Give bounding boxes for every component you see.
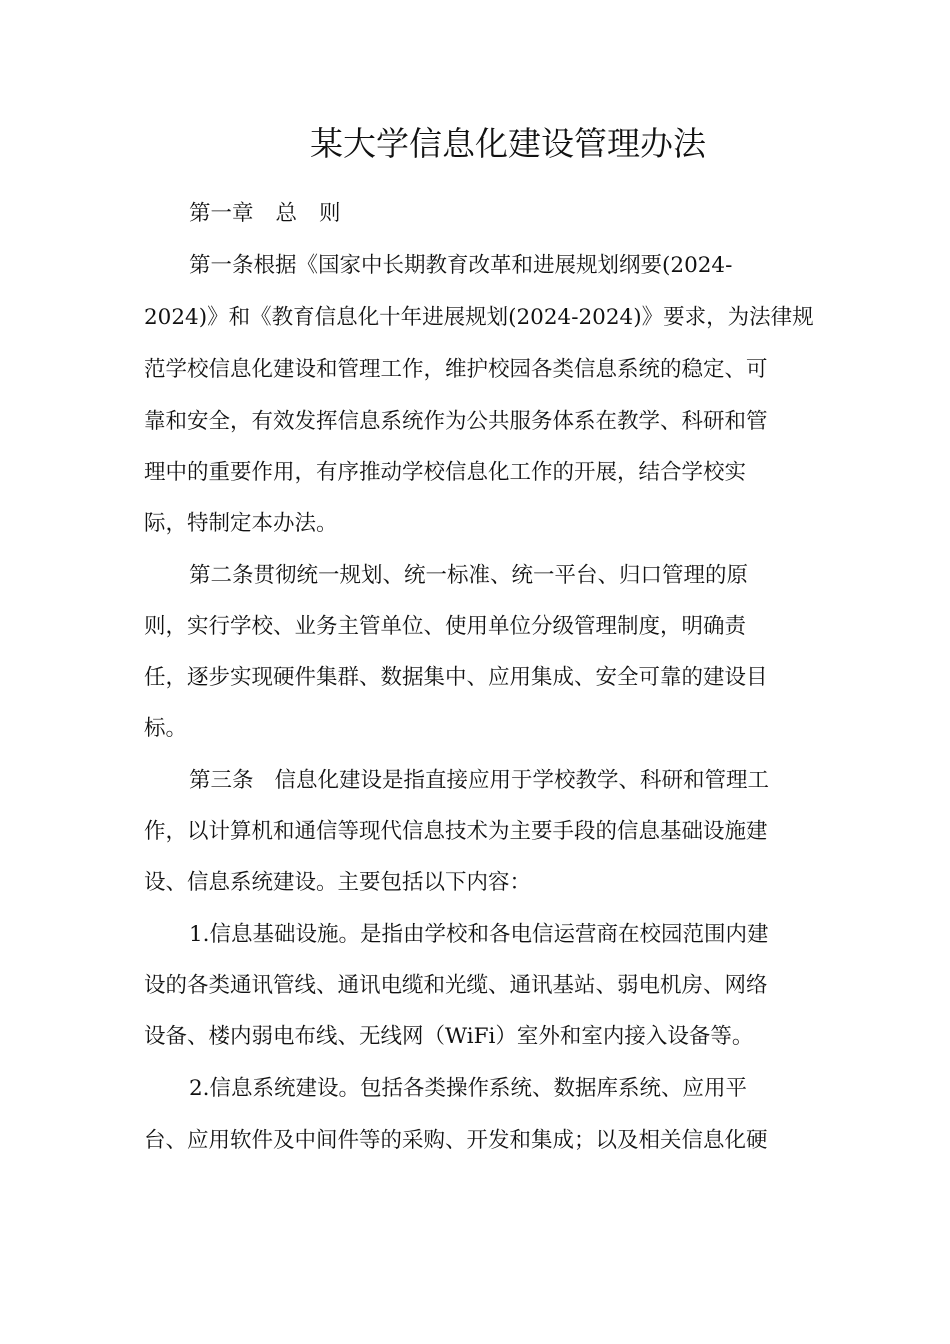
document-title: 某大学信息化建设管理办法 bbox=[310, 124, 706, 163]
article-2-line: 任，逐步实现硬件集群、数据集中、应用集成、安全可靠的建设目 bbox=[144, 665, 768, 690]
item-2-line: 台、应用软件及中间件等的采购、开发和集成；以及相关信息化硬 bbox=[144, 1128, 768, 1153]
article-3-line: 设、信息系统建设。主要包括以下内容： bbox=[144, 870, 532, 895]
chapter-label: 第一章 bbox=[189, 201, 254, 226]
item-1-line: 设备、楼内弱电布线、无线网（WiFi）室外和室内接入设备等。 bbox=[144, 1024, 754, 1049]
article-2-line: 则，实行学校、业务主管单位、使用单位分级管理制度，明确责 bbox=[144, 614, 747, 639]
article-1-line: 理中的重要作用，有序推动学校信息化工作的开展，结合学校实 bbox=[144, 460, 747, 485]
article-2-line: 标。 bbox=[144, 716, 188, 741]
article-1-line: 靠和安全，有效发挥信息系统作为公共服务体系在教学、科研和管 bbox=[144, 409, 768, 434]
article-3-line: 作，以计算机和通信等现代信息技术为主要手段的信息基础设施建 bbox=[144, 819, 768, 844]
item-2-line: 2.信息系统建设。包括各类操作系统、数据库系统、应用平 bbox=[189, 1076, 748, 1101]
item-1-line: 1.信息基础设施。是指由学校和各电信运营商在校园范围内建 bbox=[189, 922, 769, 947]
article-3-label: 第三条 bbox=[189, 768, 254, 793]
article-1-line: 际，特制定本办法。 bbox=[144, 511, 338, 536]
article-1-line: 第一条根据《国家中长期教育改革和进展规划纲要(2024- bbox=[189, 253, 733, 278]
article-1-line: 范学校信息化建设和管理工作，维护校园各类信息系统的稳定、可 bbox=[144, 357, 768, 382]
article-3-text: 信息化建设是指直接应用于学校教学、科研和管理工 bbox=[274, 768, 770, 793]
article-3-first-line bbox=[189, 765, 769, 797]
chapter-heading bbox=[189, 198, 341, 230]
article-2-line: 第二条贯彻统一规划、统一标准、统一平台、归口管理的原 bbox=[189, 563, 749, 588]
article-1-line: 2024)》和《教育信息化十年进展规划(2024-2024)》要求，为法律规 bbox=[144, 305, 814, 330]
item-1-line: 设的各类通讯管线、通讯电缆和光缆、通讯基站、弱电机房、网络 bbox=[144, 973, 768, 998]
chapter-name-1: 总 bbox=[275, 201, 298, 226]
chapter-name-2: 则 bbox=[319, 201, 341, 226]
